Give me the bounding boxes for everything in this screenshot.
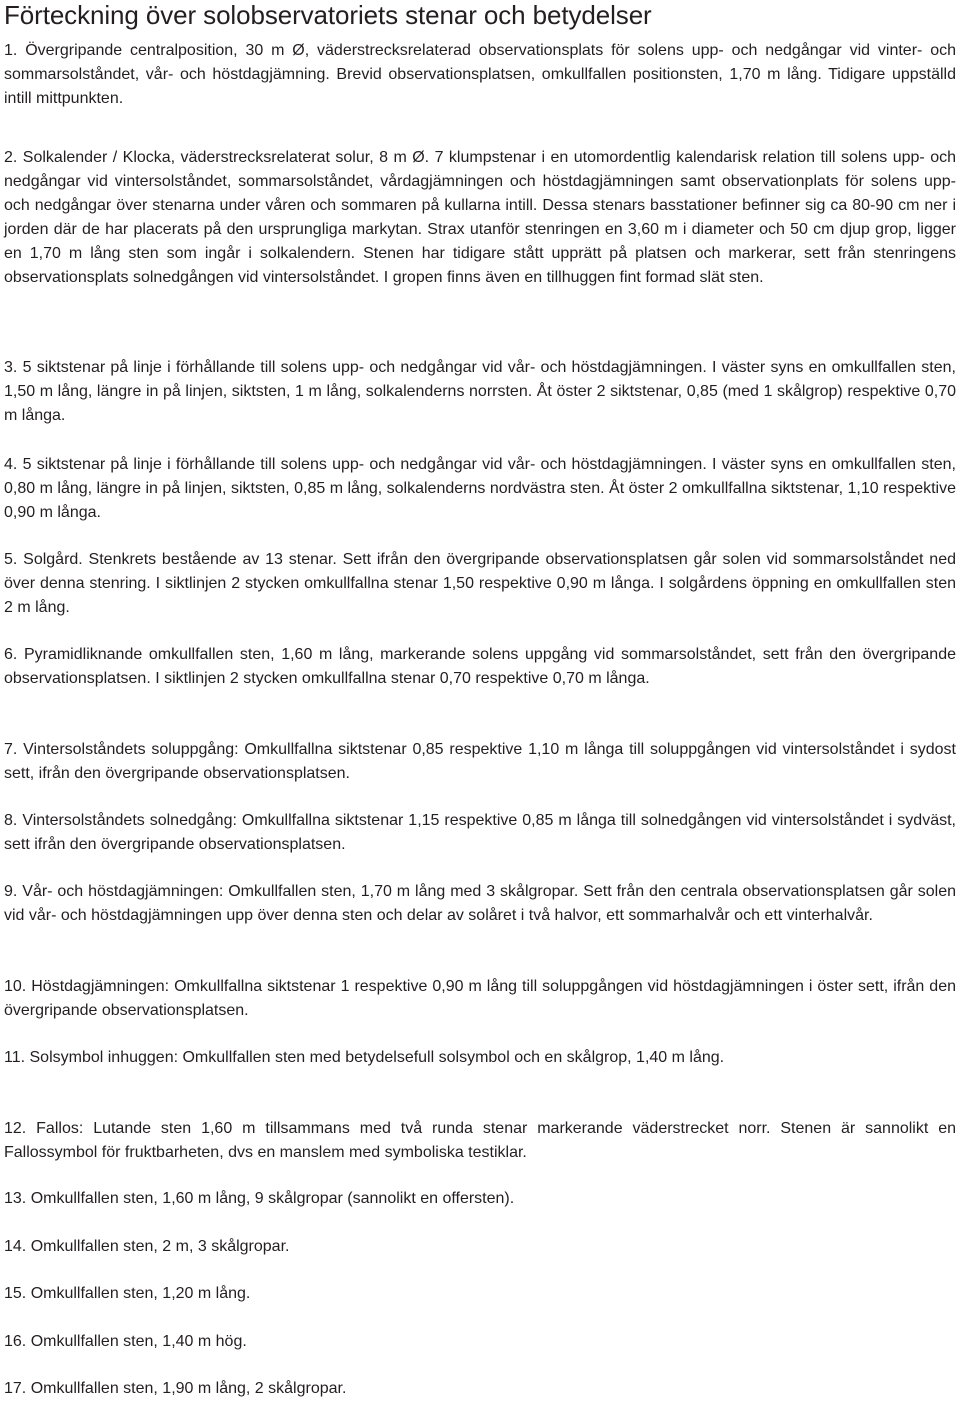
list-item (4, 146, 956, 290)
item-number: 16. (4, 1333, 31, 1350)
item-number: 14. (4, 1238, 31, 1255)
list-item (4, 975, 956, 1023)
item-text: Omkullfallen sten, 1,40 m hög. (30, 1333, 247, 1350)
list-item (4, 1187, 956, 1211)
item-number: 15. (4, 1285, 31, 1302)
item-text: 5 siktstenar på linje i förhållande till solens upp- och nedgångar vid vår- och höstdagjämningen. I väster syns en omkullfallen sten, 0,80 m lång, längre in på linjen, siktsten, 0,85 m lång, solkalenderns nordvästra sten. Åt öster 2 omkullfallna siktstenar, 1,10 respektive 0,90 m långa. (4, 456, 956, 521)
item-text: Omkullfallen sten, 1,60 m lång, 9 skålgropar (sannolikt en offersten). (30, 1190, 515, 1207)
item-number: 4. (4, 456, 23, 473)
item-number: 5. (4, 551, 24, 568)
item-number: 9. (4, 883, 23, 900)
list-item (4, 453, 956, 525)
item-text: Omkullfallen sten, 1,90 m lång, 2 skålgropar. (30, 1380, 347, 1397)
item-text: Vår- och höstdagjämningen: Omkullfallen sten, 1,70 m lång med 3 skålgropar. Sett från den centrala observationsplatsen går solen vid vår- och höstdagjämningen upp över denna sten och delar av solåret i två halvor, ett sommarhalvår och ett vinterhalvår. (4, 883, 956, 924)
list-item (4, 1282, 956, 1306)
item-text: Omkullfallen sten, 1,20 m lång. (30, 1285, 251, 1302)
item-text: Höstdagjämningen: Omkullfallna siktstenar 1 respektive 0,90 m lång till soluppgången vid höstdagjämningen i öster sett, ifrån den övergripande observationsplatsen. (4, 978, 957, 1019)
item-text: Solkalender / Klocka, väderstrecksrelaterat solur, 8 m Ø. 7 klumpstenar i en utomordentlig kalendarisk relation till solens upp- och nedgångar vid vintersolståndet, sommarsolståndet, vårdagjämningen och höstdagjämningen samt observationplats för solens upp- och nedgångar över stenarna under våren och sommaren på kullarna intill. Dessa stenars basstationer befinner sig ca 80-90 cm ner i jorden där de har placerats på den ursprungliga markytan. Strax utanför stenringen en 3,60 m i diameter och 50 cm djup grop, ligger en 1,70 m lång sten som ingår i solkalendern. Stenen har tidigare stått upprätt på platsen och markerar, sett från stenringens observationsplats solnedgången vid vintersolståndet. I gropen finns även en tillhuggen fint formad slät sten. (4, 149, 956, 286)
item-text: Övergripande centralposition, 30 m Ø, väderstrecksrelaterad observationsplats för solens upp- och nedgångar vid vinter- och sommarsolståndet, vår- och höstdagjämning. Brevid observationsplatsen, omkullfallen positionsten, 1,70 m lång. Tidigare uppställd intill mittpunkten. (4, 42, 956, 107)
document-title: Förteckning över solobservatoriets stenar och betydelser (4, 0, 652, 30)
item-text: Fallos: Lutande sten 1,60 m tillsammans med två runda stenar markerande väderstrecket norr. Stenen är sannolikt en Fallossymbol för fruktbarheten, dvs en manslem med symboliska testiklar. (4, 1120, 956, 1161)
item-text: Omkullfallen sten, 2 m, 3 skålgropar. (30, 1238, 290, 1255)
item-number: 6. (4, 646, 24, 663)
item-text: 5 siktstenar på linje i förhållande till solens upp- och nedgångar vid vår- och höstdagjämningen. I väster syns en omkullfallen sten, 1,50 m lång, längre in på linjen, siktsten, 1 m lång, solkalenderns norrsten. Åt öster 2 siktstenar, 0,85 (med 1 skålgrop) respektive 0,70 m långa. (4, 359, 956, 424)
list-item (4, 1330, 956, 1354)
item-number: 13. (4, 1190, 31, 1207)
item-number: 7. (4, 741, 24, 758)
list-item (4, 1377, 956, 1401)
item-text: Solsymbol inhuggen: Omkullfallen sten med betydelsefull solsymbol och en skålgrop, 1,40 m lång. (29, 1049, 725, 1066)
list-item (4, 548, 956, 620)
item-number: 11. (4, 1049, 30, 1066)
list-item (4, 1046, 956, 1070)
item-number: 10. (4, 978, 32, 995)
list-item (4, 738, 956, 786)
list-item (4, 39, 956, 111)
item-number: 3. (4, 359, 23, 376)
item-text: Vintersolståndets solnedgång: Omkullfallna siktstenar 1,15 respektive 0,85 m långa till solnedgången vid vintersolståndet i sydväst, sett ifrån den övergripande observationsplatsen. (4, 812, 956, 853)
document-page (4, 0, 957, 1397)
list-item (4, 880, 956, 928)
item-number: 8. (4, 812, 23, 829)
list-item (4, 356, 956, 428)
item-number: 17. (4, 1380, 31, 1397)
list-item (4, 1117, 956, 1165)
list-item (4, 643, 956, 691)
item-number: 1. (4, 42, 26, 59)
item-text: Vintersolståndets soluppgång: Omkullfallna siktstenar 0,85 respektive 1,10 m långa till soluppgången vid vintersolståndet i sydost sett, ifrån den övergripande observationsplatsen. (4, 741, 956, 782)
item-text: Solgård. Stenkrets bestående av 13 stenar. Sett ifrån den övergripande observationsplatsen går solen vid sommarsolståndet ned över denna stenring. I siktlinjen 2 stycken omkullfallna stenar 1,50 respektive 0,90 m långa. I solgårdens öppning en omkullfallen sten 2 m lång. (4, 551, 956, 616)
list-item (4, 1235, 956, 1259)
list-item (4, 809, 956, 857)
item-text: Pyramidliknande omkullfallen sten, 1,60 m lång, markerande solens uppgång vid sommarsolståndet, sett från den övergripande observationsplatsen. I siktlinjen 2 stycken omkullfallna stenar 0,70 respektive 0,70 m långa. (4, 646, 956, 687)
item-number: 12. (4, 1120, 37, 1137)
item-number: 2. (4, 149, 23, 166)
